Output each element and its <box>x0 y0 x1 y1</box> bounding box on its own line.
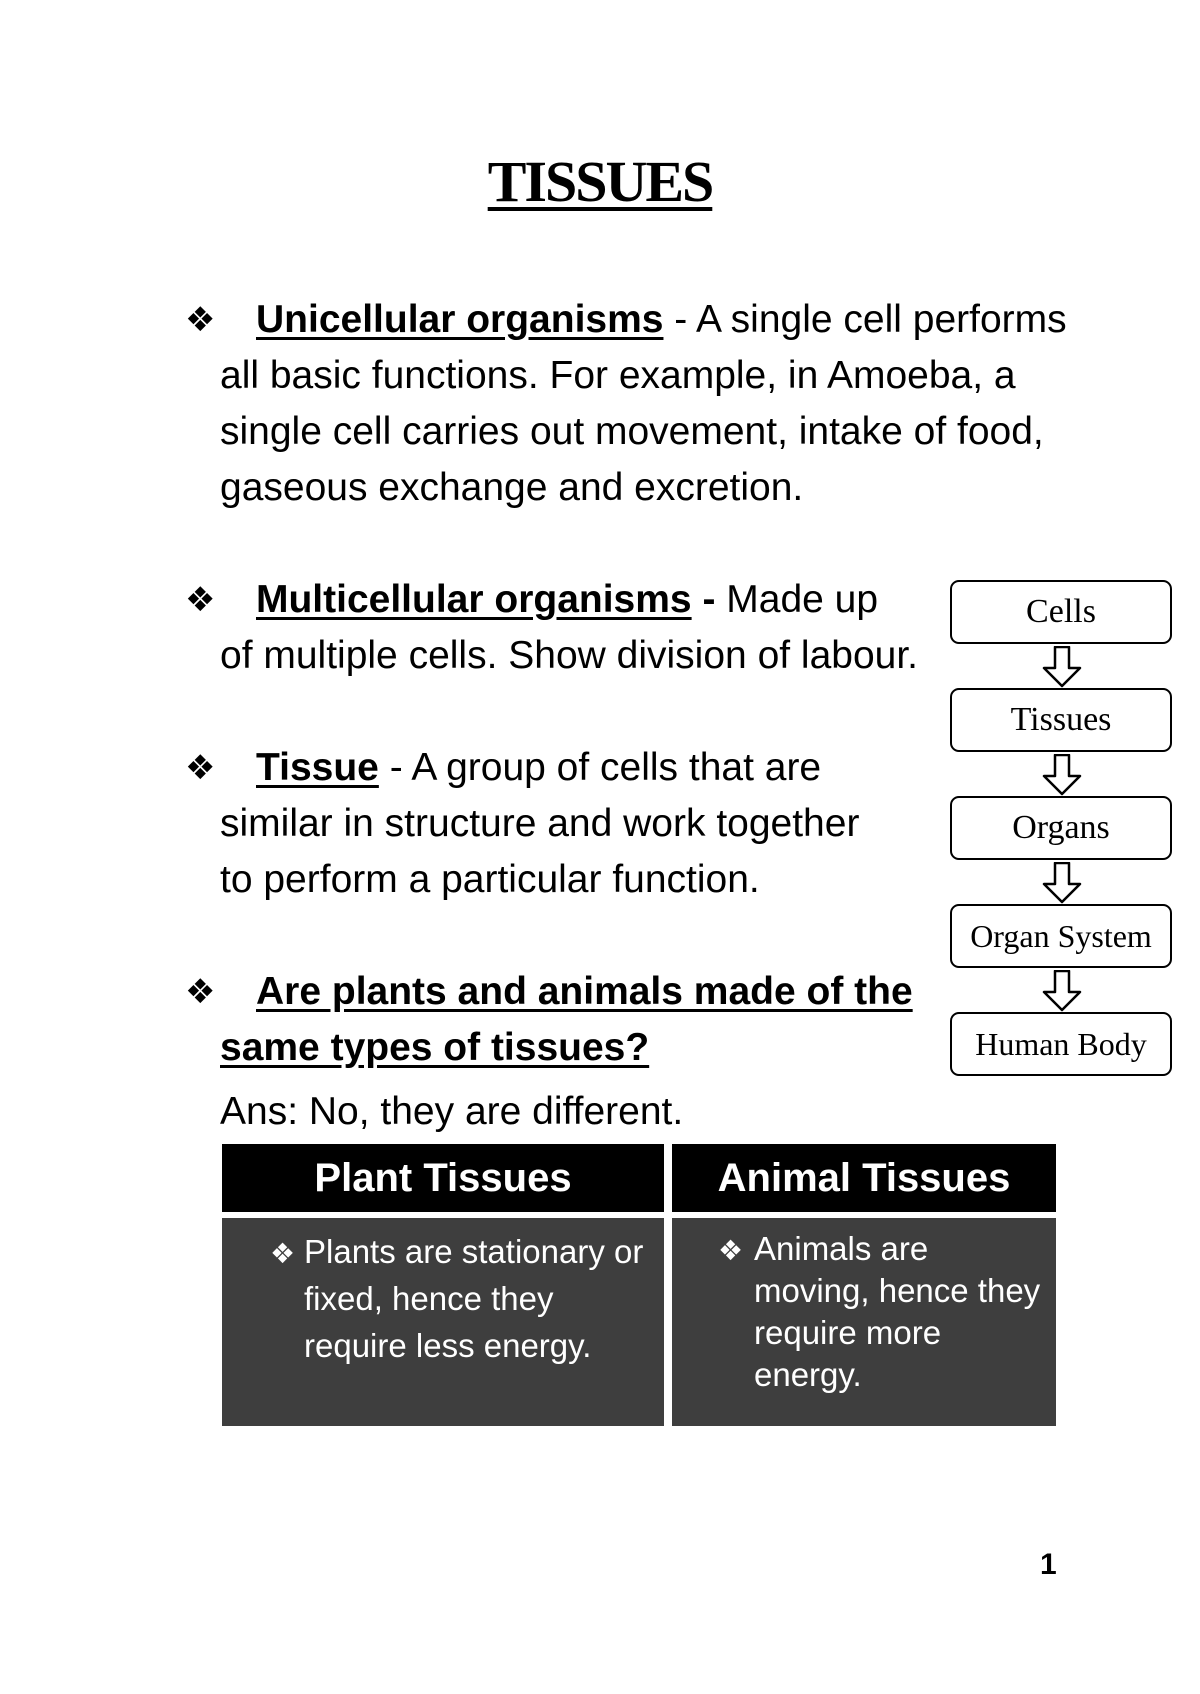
table-header-plant: Plant Tissues <box>222 1144 664 1212</box>
bullet-text: A group of cells that are similar in structure and work together to perform a particular function. <box>220 746 860 901</box>
bullet-diamond-icon: ❖ <box>185 581 216 619</box>
down-arrow-icon <box>1042 862 1082 904</box>
down-arrow-icon <box>1042 970 1082 1012</box>
bullet-term: Tissue <box>256 746 379 789</box>
bullet-diamond-icon: ❖ <box>185 749 216 787</box>
answer-text: Ans: No, they are different. <box>220 1090 684 1133</box>
flow-box-tissues: Tissues <box>950 688 1172 752</box>
flow-box-organ-system: Organ System <box>950 904 1172 968</box>
bullet-separator: - <box>691 578 727 621</box>
bullet-term: Multicellular organisms <box>256 578 692 621</box>
bullet-text: Made up of multiple cells. Show division of labour. <box>220 578 919 677</box>
table-header-animal: Animal Tissues <box>672 1144 1056 1212</box>
bullet-term: Are plants and animals made of the same types of tissues? <box>220 970 913 1069</box>
table-cell-animal <box>672 1218 1056 1426</box>
bullet-term: Unicellular organisms <box>256 298 664 341</box>
bullet-diamond-icon: ❖ <box>270 1238 296 1269</box>
bullet-diamond-icon: ❖ <box>718 1235 744 1266</box>
bullet-text: A single cell performs all basic functions. For example, in Amoeba, a single cell carries out movement, intake of food, gaseous exchange and excretion. <box>220 298 1067 509</box>
page-title: TISSUES <box>487 149 713 214</box>
bullet-tissue <box>220 740 880 908</box>
bullet-diamond-icon: ❖ <box>185 301 216 339</box>
table-cell-text: Animals are moving, hence they require more energy. <box>754 1230 1041 1393</box>
table-cell-text: Plants are stationary or fixed, hence they require less energy. <box>304 1233 644 1364</box>
flow-box-human-body: Human Body <box>950 1012 1172 1076</box>
bullet-multicellular <box>220 572 920 684</box>
flow-box-organs: Organs <box>950 796 1172 860</box>
bullet-separator: - <box>663 298 696 341</box>
bullet-diamond-icon: ❖ <box>185 973 216 1011</box>
bullet-separator: - <box>378 746 412 789</box>
bullet-unicellular <box>220 292 1090 516</box>
bullet-question <box>220 964 920 1076</box>
down-arrow-icon <box>1042 646 1082 688</box>
table-cell-plant <box>222 1218 664 1426</box>
page-number: 1 <box>1040 1548 1057 1581</box>
flow-box-cells: Cells <box>950 580 1172 644</box>
down-arrow-icon <box>1042 754 1082 796</box>
